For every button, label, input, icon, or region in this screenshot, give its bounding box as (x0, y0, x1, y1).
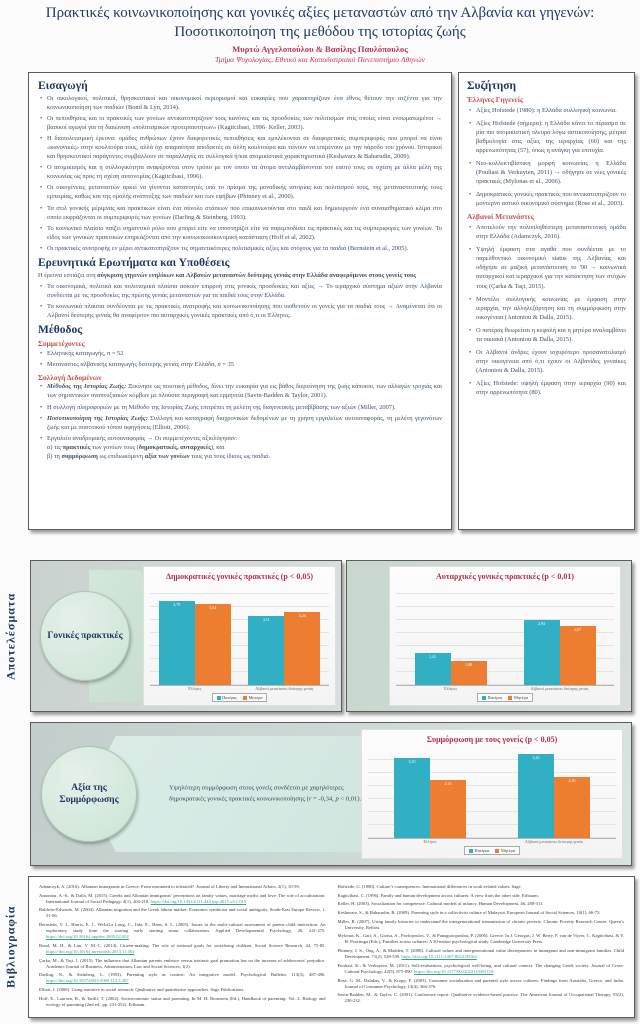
discussion-panel (458, 72, 635, 530)
legend-swatch (482, 696, 486, 700)
chart-legend (368, 846, 616, 855)
discussion-bullet: • Αποτελούν την πολυπληθέστερη μεταναστευτική ομάδα στην Ελλάδα (Adamczyk, 2016). (476, 223, 626, 241)
discussion-bullet: • Νεο-κολλεκτιβίστικη μορφή κοινωνίας η Ελλάδα (Pouliasi & Verkuyten, 2011) → οδήγησε σε νέες γονικές πρακτικές (Mylonas et al., 2006). (476, 159, 626, 186)
intro-bullet: • Τα στιλ γονικής μέριμνας και πρακτικών είναι ένα σύνολο στάσεων που επικοινωνούνται στο παιδί και δημιουργούν ένα συναισθηματικό κλίμα στο οποίο εκφράζονται οι συμπεριφορές των γονέων (Darling & Steinberg, 1993). (47, 205, 442, 223)
bar-value-label: 3,11 (262, 616, 270, 622)
affiliation: Τμήμα Ψυχολογίας, Εθνικό και Καποδιστριακό Πανεπιστήμιο Αθηνών (214, 55, 425, 65)
participant-bullet: • Ελληνικής καταγωγής, n = 52 (47, 350, 442, 359)
bibliography-column-left (39, 884, 326, 1010)
reference-entry: Çarka, M., & Taçi, I. (2015). The influence that Albanian parents embrace versus intrinsic goal promotion has on the increase of adolescents’ prejudice. Academic Journal of Business, Administration, Law and Social Sciences, 1(2). (39, 957, 326, 969)
authors: Μυρτώ Αγγελοπούλου & Βασίλης Παυλόπουλος (232, 44, 408, 55)
results-row-authoritarian (346, 560, 632, 712)
reference-entry: Rose, G. M., Dalakas, V., & Kropp, F. (2003). Consumer socialization and parental style across cultures: Findings from Australia, Greece, and India. Journal of Consumer Psychology, 13(4), 366-376. (337, 977, 624, 989)
reference-entry: Keller, H. (2003). Socialization for competence: Cultural models of infancy. Human Development, 46, 288-311. (337, 901, 544, 907)
conformity-correlation-note: Υψηλότερη συμμόρφωση στους γονείς συνδέεται με χαμηλότερες δημοκρατικές γονικές πρακτικές κοινωνικοποίησης (r = -0,34, p < 0,01). (169, 784, 362, 802)
legend-item-Πατέρας (469, 848, 489, 853)
collection-bullet: • Η συλλογή πληροφοριών με τη Μέθοδο της Ιστορίας Ζωής επιτρέπει τη μελέτη της διαγενεακής μεταβίβασης των αξιών (Miller, 2007). (47, 404, 442, 413)
bar-group (150, 585, 240, 685)
reference-entry: Hoff, E., Laursen, B., & Tardif, T. (2002). Socioeconomic status and parenting. In M. H. Bornstein (Ed.), Handbook of parenting: Vol. 2. Biology and ecology of parenting (2nd ed., pp. 231-252). Erlbaum. (39, 995, 326, 1007)
x-axis-labels (150, 686, 329, 691)
reference-entry: Savin-Badden, M., & Taylor, C. (2001). Conference report: Qualitative evidence-based practice. The American Journal of Occupational Therapy, 55(2), 230-232. (337, 992, 624, 1004)
greek-natives-list (467, 106, 626, 209)
poster-header (0, 4, 640, 64)
doi-link[interactable]: https://doi.org/10.1111/1467-8624.00162 (401, 954, 477, 960)
bar-value-label: 1,08 (465, 661, 472, 667)
intro-bullet: • Οι πεποιθήσεις και οι πρακτικές των γονέων αντικατοπτρίζουν τους κανόνες και τις προσδοκίες των πολιτισμών στις οποίες είναι ενσωματωμένοι → βασικοί αγωγοί για τη διαιώνιση «πολιτισμικών προτεραιοτήτων» (Kagitcibasi, 1996· Keller, 2003). (47, 115, 442, 133)
bar-value-label: 3,64 (209, 605, 217, 611)
reference-entry: Hofstede, G. (1980). Culture’s consequences: International differences in work-related values. Sage. (337, 884, 522, 889)
legend-label: Πατέρας (222, 695, 237, 700)
legend-label: Μητέρα (500, 848, 515, 853)
discussion-bullet: • Αξίες Hofstede (σήμερα): η Ελλάδα κάνει το πέρασμα σε μία πιο ατομικιστική πλευρά λόγω αστικοποίησης, μέτρια βαθμολογία στις αξίες της ιεραρχίας (60) και της αρρενωπότητας (57), όπως η ανάγκη για επιτυχία. (476, 119, 626, 155)
collection-bullet: • Μέθοδος της Ιστορίας Ζωής: Ξεκίνησε ως ποιοτική μέθοδος, δίνει την ευκαιρία για εις βάθος διερεύνηση της ζωής κάποιου, των αλλαγών τροχιάς και των σημαντικών αναπτυξιακών κόμβων με πλούσια περιγραφή και ερμηνεία (Savin-Badden & Taylor, 2001). (47, 383, 442, 401)
intro-bullet-list (38, 95, 442, 254)
collection-bullet: • Εργαλείο αναδρομικής αυτοαναφοράς → Οι συμμετέχοντες αξιολόγησαν: α) τις πρακτικές των γονέων τους (δημοκρατικές, αυταρχικές), και β) τη συμμόρφωση ως επιδιωκόμενη αξία των γονέων τους για τους ίδιους ως παιδιά. (47, 435, 442, 462)
chart-legend-box (212, 693, 268, 702)
reference-entry: Pouliasi, K., & Verkuyten, M. (2011). Self-evaluations, psychological well-being, and cultural context: The changing Greek society. Journal of Cross-Cultural Psychology, 42(5), 875-890. https://doi.org/10.1177/0022022110381118 (337, 962, 624, 974)
poster-title (0, 4, 640, 42)
legend-swatch (508, 696, 512, 700)
legend-item-Μητέρα (243, 695, 263, 700)
legend-label: Μητέρα (248, 695, 263, 700)
bar-value-label: 3,79 (173, 601, 181, 607)
data-collection-list (38, 383, 442, 461)
democratic-practices-chart (143, 566, 336, 706)
legend-swatch (469, 849, 473, 853)
x-axis-label: Αλβανοί μετανάστες δεύτερης γενιάς (524, 839, 584, 844)
bar-Πατέρας (248, 616, 284, 685)
questions-heading: Ερευνητικά Ερωτήματα και Υποθέσεις (38, 256, 230, 269)
intro-bullet: • Οι πρακτικές ανατροφής εν μέρει αντικατοπτρίζουν τις σημαντικότερες πολιτισμικές αξίες και στόχους για τα παιδιά (Bernstein et al., 2005). (47, 245, 442, 254)
legend-swatch (495, 849, 499, 853)
results-row-conformity (30, 722, 632, 866)
parenting-practices-circle: Γονικές πρακτικές (40, 591, 130, 681)
chart-title: Συμμόρφωση με τους γονείς (p < 0,05) (426, 735, 558, 744)
participant-bullet: • Μετανάστες αλβανικής καταγωγής δεύτερης γενιάς στην Ελλάδα, n = 35 (47, 361, 442, 370)
bar-Μητέρα (560, 626, 596, 685)
results-side-label: Αποτελέσματα (3, 592, 18, 680)
x-axis-label: Έλληνες (188, 686, 202, 691)
questions-bullet-list (38, 283, 442, 321)
bar-Πατέρας (159, 601, 195, 685)
method-heading: Μέθοδος (38, 324, 83, 337)
legend-label: Πατέρας (487, 695, 503, 700)
discussion-bullet: • Οι Αλβανοί άνδρες έχουν ισχυρότερο προσανατολισμό στην οικογένεια από ό,τι έχουν οι Αλβανίδες γυναίκες (Antoniou & Dalla, 2015). (476, 348, 626, 375)
bar-value-label: 1,41 (429, 654, 436, 660)
doi-link[interactable]: https://doi.org/10.1037/0033-2909.113.3.487 (46, 978, 129, 984)
bar-value-label: 3,10 (408, 759, 416, 765)
title-line-2: Ποσοτικοποίηση της μεθόδου της ιστορίας ζωής (174, 24, 466, 41)
bar-Μητέρα (554, 777, 590, 837)
legend-swatch (243, 696, 247, 700)
x-axis-labels (396, 686, 614, 691)
reference-entry: Baldwin-Edwards, M. (2004). Albanian migration and the Greek labour market: Economic symbiosis and social ambiguity. South-East Europe Review, 1, 51-66. (39, 907, 326, 919)
legend-item-Μητέρα (495, 848, 515, 853)
bar-group (492, 748, 616, 838)
chart-title: Δημοκρατικές γονικές πρακτικές (p < 0,05) (165, 572, 314, 581)
reference-entry: Kagitcibasi, C. (1996). Family and human development across cultures: A view from the other side. Erlbaum. (337, 892, 539, 898)
discussion-heading: Συζήτηση (467, 80, 517, 92)
intro-bullet: • Οι οικογένειες μεταναστών αρκεί να γίνονται κατανοητές υπό το πρίσμα της μοναδικής ιστορίας και πολιτισμού τους, της μεταναστευτικής τους εμπειρίας, καθώς και της ομαλής ανάπτυξης των παιδιών και των εφήβων (Phinney et al., 2000). (47, 184, 442, 202)
discussion-bullet: • Ο πατέρας θεωρείται η κεφαλή και η μητέρα αναλαμβάνει τα οικιακά (Antoniou & Dalla, 2015). (476, 326, 626, 344)
discussion-bullet: • Αξίες Hofstede: υψηλή έμφαση στην ιεραρχία (90) και στην αρρενωπότητα (80). (476, 379, 626, 397)
legend-item-Πατέρας (217, 695, 237, 700)
conformity-value-circle: Αξία της Συμμόρφωσης (41, 746, 137, 842)
bar-value-label: 2,94 (538, 620, 545, 626)
reference-entry: Keshavarz, S., & Baharudin, R. (2009). Parenting style in a collectivist culture of Malaysia. European Journal of Social Sciences, 10(1), 66-73. (337, 909, 601, 915)
bar-Μητέρα (195, 604, 231, 684)
discussion-bullet: • Αξίες Hofstede (1980): η Ελλάδα συλλογική κοινωνία. (476, 106, 626, 115)
bar-value-label: 2,26 (444, 780, 452, 786)
conformity-chart (361, 729, 623, 859)
bar-value-label: 3,26 (298, 613, 306, 619)
bar-Πατέρας (518, 754, 554, 837)
reference-entry: Elliott, J. (2006). Using narrative in social research: Qualitative and quantitative approaches. Sage Publications. (39, 987, 245, 993)
reference-entry: Miller, R. (2007). Using family histories to understand the intergenerational transmission of chronic poverty. Chronic Poverty Research Centre, Queen’s University, Belfast. (337, 918, 624, 930)
reference-entry: Darling, N., & Steinberg, L. (1993). Parenting style as context: An integrative model. Psychological Bulletin, 113(3), 487-496. https://doi.org/10.1037/0033-2909.113.3.487 (39, 972, 326, 984)
bar-Μητέρα (284, 612, 320, 684)
bar-group (368, 748, 492, 838)
title-line-1: Πρακτικές κοινωνικοποίησης και γονικές αξίες μεταναστών από την Αλβανία και γηγενών: (45, 5, 595, 21)
collection-bullet: • Ποσοτικοποίηση της Ιστορίας Ζωής: Συλλογή και καταγραφή διαχρονικών δεδομένων με τη χρήση εργαλείων αυτοαναφοράς, τη μελέτη γεγονότων ζωής και με ποσοτικού τύπου αφηγήσεις (Elliott, 2006). (47, 415, 442, 433)
chart-legend-box (477, 693, 533, 702)
intro-bullet: • Το κοινωνικό πλαίσιο παίζει σημαντικό ρόλο που μπορεί είτε να υποστηρίζει είτε να παρεμποδίσει τις πρακτικές και τις συμπεριφορές των γονέων. Το είδος των γονικών πρακτικών επηρεάζονται από την κοινωνικοοικονομική κατάσταση (Hoff et al, 2002). (47, 225, 442, 243)
intro-bullet: • Η διαπολιτισμική έρευνα: ομάδες ανθρώπων έχουν διαφορετικές πεποιθήσεις και εμπλέκονται σε διαφορετικές συμπεριφορές που μπορεί να είναι «κανονικές» στην κουλτούρα τους, αλλά όχι απαραίτητα αποδεκτές σε άλλη κουλτούρα και τείνουν να επιμένουν με την πάροδο του χρόνου. Ιστορικοί και θρησκευτικοί παράγοντες συμβάλλουν σε παραλλαγές σε συλλογικά ή/και ατομικιστικά χαρακτηριστικά (Keshavarz & Baharudin, 2009). (47, 135, 442, 162)
authoritarian-practices-chart (389, 566, 621, 706)
bibliography-side-label: Βιβλιογραφία (3, 905, 18, 989)
legend-label: Πατέρας (474, 848, 490, 853)
bar-Μητέρα (430, 780, 466, 838)
discussion-bullet: • Δημοκρατικές γονικές πρακτικές που αντικατοπτρίζουν το μοντέρνο αστικό οικονομικό σύστημα (Rose et al., 2003). (476, 190, 626, 208)
bar-group (240, 585, 330, 685)
discussion-bullet: • Μοντέλο συλλογικής κοινωνίας με έμφαση στην ιεραρχία, την αλληλεξάρτηση και τη συμμόρφωση στην οικογένεια (Antoniou & Dalla, 2015). (476, 295, 626, 322)
bar-value-label: 2,35 (568, 778, 576, 784)
albanian-immigrants-list (467, 223, 626, 398)
reference-entry: Bond, M. H., & Lun, V. M.-C. (2014). Citizen-making: The role of national goals for socializing children. Social Science Research, 44, 75-85. https://doi.org/10.1016/j.ssresearch.2013.11.002 (39, 942, 326, 954)
bar-Πατέρας (524, 620, 560, 685)
doi-link[interactable]: https://doi.org/10.1016/j.appdev.2005.02.002 (46, 934, 129, 940)
chart-legend (150, 693, 329, 702)
intro-heading: Εισαγωγή (38, 80, 88, 92)
bar-Πατέρας (394, 758, 430, 837)
legend-item-Μητέρα (508, 695, 528, 700)
reference-entry: Phinney, J. S., Ong, A., & Madden, T. (2000). Cultural values and intergenerational value discrepancies in immigrant and non-immigrant families. Child Development, 71(2), 528-539. https://doi.org/10.1111/1467-8624.00162 (337, 948, 624, 960)
legend-item-Πατέρας (482, 695, 502, 700)
x-axis-label: Αλβανοί μετανάστες δεύτερης γενιάς (530, 686, 589, 691)
x-axis-label: Έλληνες (443, 686, 458, 691)
data-collection-subheading: Συλλογή Δεδομένων (38, 372, 102, 382)
bibliography-column-right (338, 884, 625, 1010)
chart-legend-box (464, 846, 520, 855)
chart-plot-area (396, 585, 614, 686)
doi-link[interactable]: https://doi.org/10.1016/j.ssresearch.2013.11.002 (46, 948, 135, 954)
reference-entry: Bernstein, V. J., Harris, E. J., WeLaLa Long, C., Iida, E., Hans, S. L. (2005). Issues in the multi-cultural assessment of parent–child interaction: An exploratory study from the starting early starting smart collaboration. Applied Developmental Psychology, 26, 241-275. https://doi.org/10.1016/j.appdev.2005.02.002 (39, 922, 326, 940)
bar-value-label: 2,67 (574, 626, 581, 632)
intro-bullet: • Ο ατομικισμός και η συλλογικότητα αναφέρονται στον τρόπο με τον οποίο τα άτομα αντιλαμβάνονται τον εαυτό τους σε σχέση με άλλα μέλη της κοινωνίας ως προς τη σχέση αυτονομίας (Kagitcibasi, 1996). (47, 164, 442, 182)
greek-natives-subheading: Έλληνες Γηγενείς (467, 95, 524, 104)
chart-legend (396, 693, 614, 702)
bar-group (505, 585, 614, 685)
x-axis-label: Έλληνες (423, 839, 437, 844)
legend-label: Μητέρα (513, 695, 528, 700)
reference-entry: Mylonas, K., Gari, A., Giotsa, A., Pavlopoulos, V., & Panagiotopoulou, P. (2006). Greece. In J. Georgas, J. W. Berry, F. van de Vijver, C. Kagitcibasi, & Y. H. Poortinga (Eds.), Families across cultures: A 30-nation psychological study. Cambridge University Press. (337, 933, 624, 945)
doi-link[interactable]: https://doi.org/10.14324/111.444.ijsp.2015.v4.1.015 (150, 898, 247, 904)
intro-bullet: • Οι οικολογικοί, πολιτικοί, θρησκευτικοί και οικονομικοί περιορισμοί και ευκαιρίες που χαρακτηρίζουν ένα έθνος θέτουν την ατζέντα για την κοινωνικοποίηση των παιδιών (Bond & Lyn, 2014). (47, 95, 442, 113)
bar-group (396, 585, 505, 685)
x-axis-label: Αλβανοί μετανάστες δεύτερης γενιάς (255, 686, 314, 691)
legend-swatch (217, 696, 221, 700)
results-row-parenting-practices (30, 560, 342, 712)
x-axis-labels (368, 839, 616, 844)
participants-subheading: Συμμετέχοντες (38, 339, 85, 349)
reference-entry: Antoniou, A.-S., & Dalla, M. (2015). Greeks and Albanian immigrants’ perceptions on family values, marriage myths and love: The role of acculturation. International Journal of Social Pedagogy, 4(1), 204-218. https://doi.org/10.14324/111.444.ijsp.2015.v4.1.015 (39, 892, 326, 904)
bibliography-panel (28, 876, 635, 1018)
bar-Μητέρα (451, 661, 487, 685)
participants-list (38, 350, 442, 370)
intro-method-panel (28, 72, 452, 530)
bar-value-label: 3,26 (532, 755, 540, 761)
chart-title: Αυταρχικές γονικές πρακτικές (p < 0,01) (435, 572, 575, 581)
albanian-immigrants-subheading: Αλβανοί Μετανάστες (467, 212, 534, 222)
chart-plot-area (150, 585, 329, 686)
question-bullet: • Τα οικονομικά, πολιτικά και πολιτισμικά πλαίσια ασκούν επιρροή στις γονικές προσδοκίες και αξίες → Το ιεραρχικό σύστημα αξιών στην Αλβανία συνδέεται με τις προσδοκίες της πρώτης γενιάς μεταναστών για τα παιδιά τους στην Ελλάδα. (47, 283, 442, 301)
doi-link[interactable]: https://doi.org/10.1177/0022022110381118 (414, 968, 494, 974)
reference-entry: Adamczyk, A. (2016). Albanian immigrants in Greece: From unwanted to tolerated?. Journal of Liberty and International Affairs, 2(1), 10-59. (39, 884, 300, 889)
discussion-bullet: • Υψηλή έμφαση στα αγαθά που συνδέεται με το παρελθοντικό οικονομικό status της Αλβανίας και οδήγησε σε μαζική μετανάστευση το '90 → κοινωνικά αυταρχικοί και ιεραρχικοί για την κατάκτηση των στόχων τους (Çarka & Taçi, 2015). (476, 245, 626, 290)
bar-Πατέρας (415, 653, 451, 684)
questions-lead: Η έρευνα εστιάζει στη σύγκριση γηγενών ενηλίκων και Αλβανών μεταναστών δεύτερης γενιάς στην Ελλάδα αναφερόμενοι στους γονείς τους (38, 271, 416, 279)
chart-plot-area (368, 748, 616, 839)
question-bullet: • Τα κοινωνικά πλαίσια συνδέονται με τις πρακτικές ανατροφής και κοινωνικοποίησης που υιοθετούν οι γονείς για τα παιδιά τους → Αναμένεται ότι οι Αλβανοί δεύτερης γενιάς θα αναφέρουν πιο αυταρχικές γονικές πρακτικές από ό,τι οι Έλληνες. (47, 303, 442, 321)
